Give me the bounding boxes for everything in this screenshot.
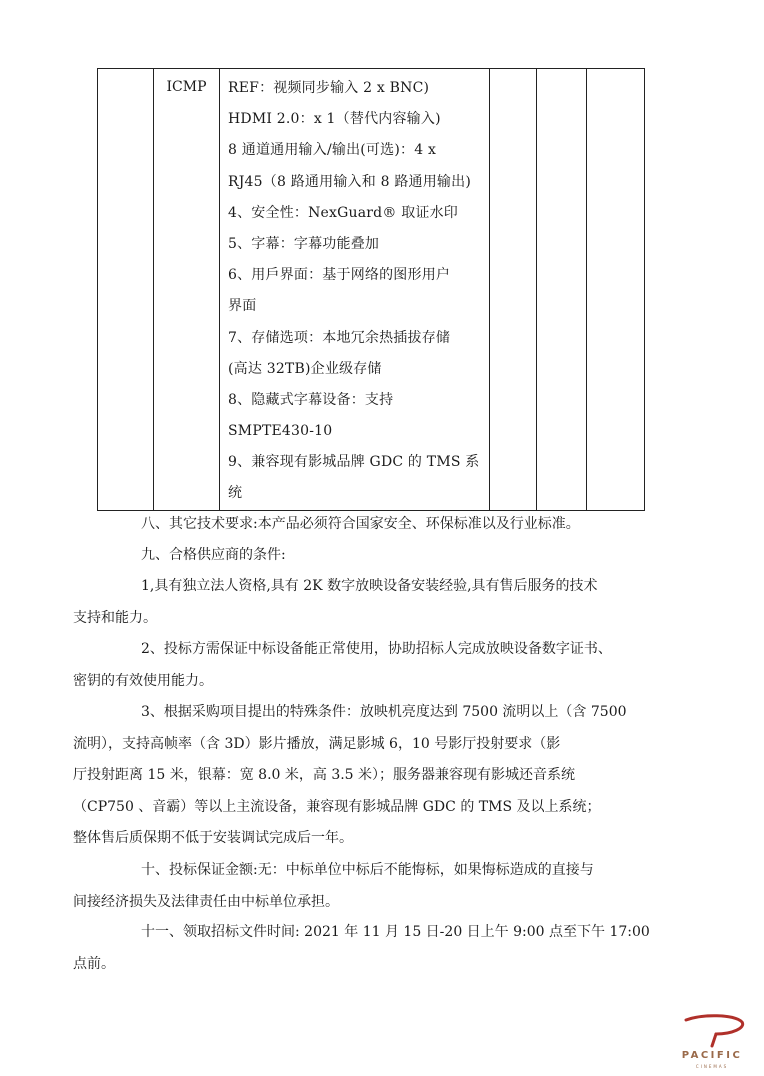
condition-1-paragraph <box>73 571 662 634</box>
spec-line: 7、存储选项：本地冗余热插拔存储 <box>228 329 451 346</box>
paragraph-line: （CP750 、音霸）等以上主流设备，兼容现有影城品牌 GDC 的 TMS 及以上系统； <box>73 798 601 815</box>
spec-line: 4、安全性：NexGuard® 取证水印 <box>228 204 458 221</box>
paragraph-line: 九、合格供应商的条件: <box>141 547 286 563</box>
paragraph-line: 2、投标方需保证中标设备能正常使用，协助招标人完成放映设备数字证书、 <box>141 641 612 657</box>
spec-line: 6、用戶界面：基于网络的图形用户 <box>228 267 451 284</box>
spec-line: SMPTE430-10 <box>228 423 333 440</box>
condition-2-paragraph <box>73 634 662 697</box>
paragraph-line: 点前。 <box>73 955 115 972</box>
spec-cell <box>220 69 490 511</box>
paragraph-line: 十、投标保证金额:无：中标单位中标后不能悔标，如果悔标造成的直接与 <box>141 862 594 878</box>
section-9-heading <box>107 540 662 572</box>
table-row <box>98 69 645 511</box>
section-8-paragraph <box>107 509 662 541</box>
condition-3-paragraph <box>73 697 662 855</box>
spec-line: 8 通道通用输入/输出(可选)：4 x <box>228 142 437 159</box>
paragraph-line: 流明），支持高帧率（含 3D）影片播放，满足影城 6，10 号影厅投射要求（影 <box>73 735 561 752</box>
pacific-cinemas-logo <box>672 1012 752 1068</box>
table-cell-empty <box>490 69 537 511</box>
paragraph-line: 八、其它技术要求:本产品必须符合国家安全、环保标准以及行业标准。 <box>141 516 580 532</box>
spec-line: 5、字幕：字幕功能叠加 <box>228 235 380 252</box>
paragraph-line: 整体售后质保期不低于安装调试完成后一年。 <box>73 830 353 847</box>
logo-wordmark: PACIFIC <box>681 1050 743 1061</box>
paragraph-line: 支持和能力。 <box>73 609 157 626</box>
section-11-paragraph <box>73 917 662 980</box>
table-cell-empty <box>537 69 587 511</box>
spec-line: 统 <box>228 485 243 502</box>
section-10-paragraph <box>73 855 662 918</box>
paragraph-line: 1,具有独立法人资格,具有 2K 数字放映设备安装经验,具有售后服务的技术 <box>141 578 598 594</box>
spec-line: HDMI 2.0：x 1（替代内容输入) <box>228 111 441 128</box>
paragraph-line: 3、根据采购项目提出的特殊条件：放映机亮度达到 7500 流明以上（含 7500 <box>141 704 627 720</box>
spec-line: RJ45（8 路通用输入和 8 路通用输出) <box>228 173 471 190</box>
spec-line: 界面 <box>228 298 257 315</box>
paragraph-line: 厅投射距离 15 米，银幕：宽 8.0 米，高 3.5 米）；服务器兼容现有影城还音系统 <box>73 767 576 784</box>
paragraph-line: 密钥的有效使用能力。 <box>73 672 213 689</box>
spec-line: REF：视频同步输入 2 x BNC) <box>228 80 430 96</box>
logo-subtitle: CINEMAS <box>695 1064 729 1069</box>
row-label: ICMP <box>154 69 220 511</box>
spec-line: (高达 32TB)企业级存储 <box>228 360 382 377</box>
spec-line: 8、隐藏式字幕设备：支持 <box>228 391 394 408</box>
table-cell-empty <box>98 69 154 511</box>
spec-line: 9、兼容现有影城品牌 GDC 的 TMS 系 <box>228 454 480 471</box>
logo-swoosh-icon <box>672 1012 752 1052</box>
spec-table <box>97 68 645 511</box>
paragraph-line: 间接经济损失及法律责任由中标单位承担。 <box>73 893 339 910</box>
paragraph-line: 十一、领取招标文件时间: 2021 年 11 月 15 日-20 日上午 9:00 点至下午 17:00 <box>141 924 650 940</box>
table-cell-empty <box>587 69 645 511</box>
